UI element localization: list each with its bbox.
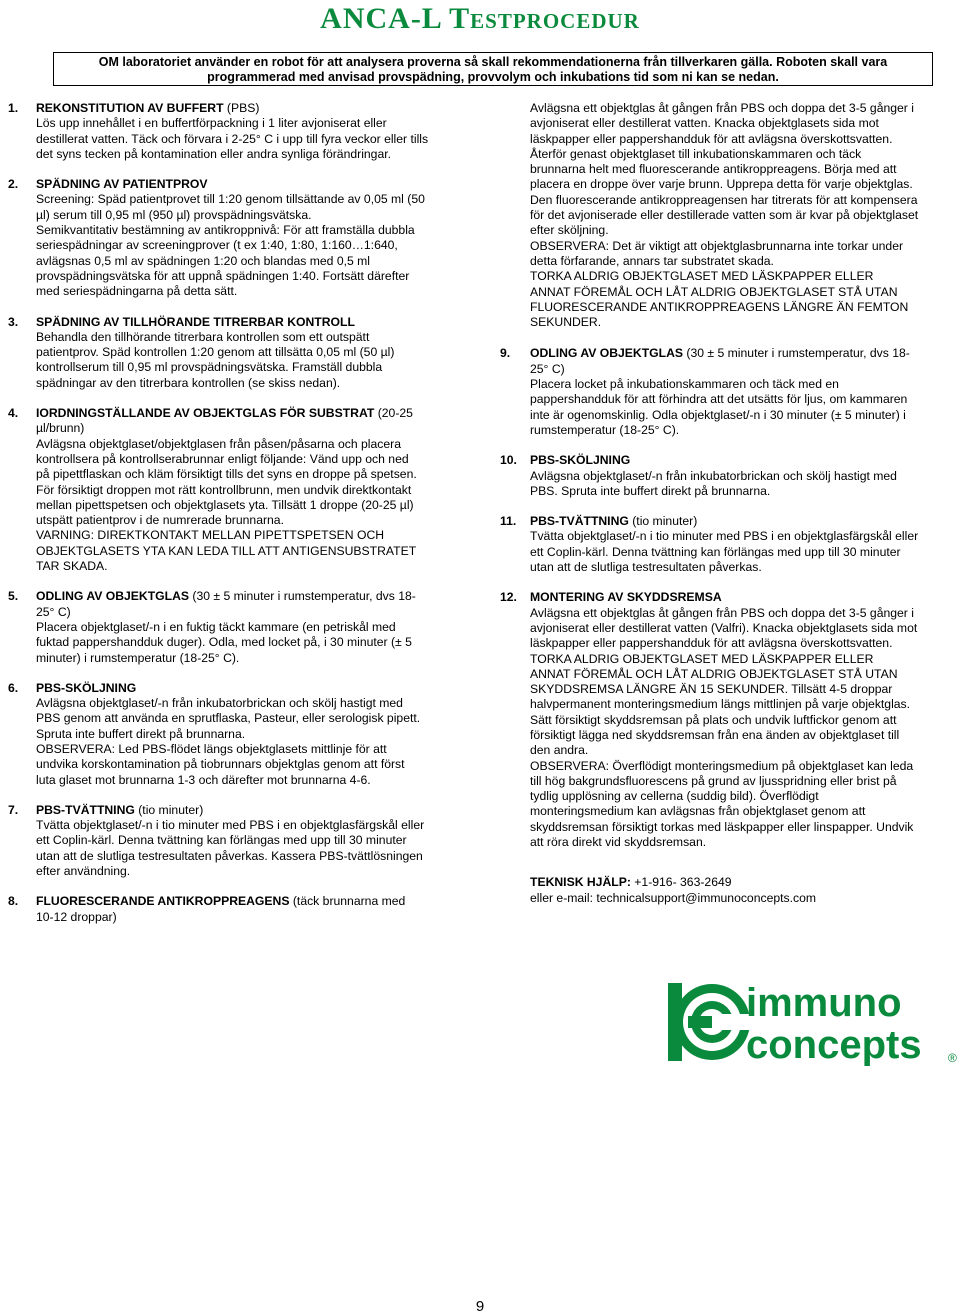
step-text-line: OBSERVERA: Överflödigt monteringsmedium på objektglaset kan leda xyxy=(530,758,914,773)
continuation-line: SEKUNDER. xyxy=(530,315,602,330)
tech-support-phone: +1-916- 363-2649 xyxy=(630,875,732,890)
step-heading-note: (täck brunnarna med xyxy=(289,894,406,909)
step-text-line: PBS genom att använda en sprutflaska, Pasteur, eller serologisk pipett. xyxy=(36,711,421,726)
step-text-line: inte är ogenomskinlig. Odla objektglaset/-n i 30 minuter (± 5 minuter) i xyxy=(530,407,906,422)
step-text-line: destillerat vatten. Täck och förvara i 2-25° C i upp till fyra veckor eller tills xyxy=(36,131,429,146)
continuation-line: Den fluorescerande antikroppreagensen har titrerats för att kompensera xyxy=(530,192,918,207)
procedure-step xyxy=(8,681,468,788)
step-heading-note: (20-25 xyxy=(374,406,413,421)
step-text-line: till hög bakgrundsfluorescens på grund av ljusspridning eller brist på xyxy=(530,773,897,788)
step-text-line: seriespädningar av screeningprover (t ex 1:40, 1:80, 1:160…1:640, xyxy=(36,238,398,253)
step-number: 5. xyxy=(8,589,19,604)
step-text-line: avjoniserat eller destillerat vatten (Valfri). Knacka objektglasets sida mot xyxy=(530,620,918,635)
step-heading-note: (30 ± 5 minuter i rumstemperatur, dvs 18- xyxy=(683,346,910,361)
step-heading: PBS-TVÄTTNING xyxy=(530,514,629,529)
step-text-line: på pipettflaskan och kläm försiktigt tills det syns en droppe på spetsen. xyxy=(36,467,417,482)
continuation-line: ANNAT FÖREMÅL OCH LÅT ALDRIG OBJEKTGLASET STÅ UTAN xyxy=(530,284,898,299)
step-text-line: Semikvantitativ bestämning av antikroppnivå: För att framställa dubbla xyxy=(36,223,415,238)
step-heading: FLUORESCERANDE ANTIKROPPREAGENS xyxy=(36,894,290,909)
notice-line: OM laboratoriet använder en robot för att analysera proverna så skall rekommendationerna från tillverkaren gälla. Roboten skall vara xyxy=(98,55,888,69)
step-text-line: att röra direkt vid skyddsremsan. xyxy=(530,835,707,850)
step-text-line: TORKA ALDRIG OBJEKTGLASET MED LÄSKPAPPER ELLER xyxy=(530,651,874,666)
continuation-line: TORKA ALDRIG OBJEKTGLASET MED LÄSKPAPPER ELLER xyxy=(530,269,874,284)
immunoconcepts-logo-graphic xyxy=(668,978,960,1066)
step-heading: ODLING AV OBJEKTGLAS xyxy=(36,589,190,604)
step-text-line: Avlägsna objektglaset/-n från inkubatorbrickan och skölj hastigt med xyxy=(36,696,403,711)
step-text-line: Avlägsna objektglaset/-n från inkubatorbrickan och skölj hastigt med xyxy=(530,468,897,483)
continuation-line: FLUORESCERANDE ANTIKROPPREAGENS LÄNGRE ÄN FEMTON xyxy=(530,299,909,314)
step-text-line: OBJEKTGLASETS YTA KAN LEDA TILL ATT ANTIGENSUBSTRATET xyxy=(36,543,417,558)
step-text-line: skyddsremsan försiktigt torkas med läskpapper eller linspapper. Undvik xyxy=(530,819,914,834)
robot-notice-box xyxy=(53,52,933,86)
step-text-line: PBS. Spruta inte buffert direkt på brunnarna. xyxy=(530,483,771,498)
step-heading: IORDNINGSTÄLLANDE AV OBJEKTGLAS FÖR SUBSTRAT xyxy=(36,406,375,421)
procedure-step xyxy=(500,346,960,438)
step-heading: SPÄDNING AV PATIENTPROV xyxy=(36,177,208,192)
step-text-line: pappershandduk för att förhindra att det utsätts för ljus, om kammaren xyxy=(530,392,908,407)
step-number: 9. xyxy=(500,346,511,361)
step-text-line: monteringsmedium kan avlägsnas från objektglaset genom att xyxy=(530,804,866,819)
step-text-line: OBSERVERA: Led PBS-flödet längs objektglasets mittlinje för att xyxy=(36,741,387,756)
step-heading: PBS-SKÖLJNING xyxy=(530,453,631,468)
step-text-line: 25° C) xyxy=(36,604,71,619)
continuation-line: för det avjoniserade eller destillerade vatten som är kvar på objektglaset xyxy=(530,208,919,223)
step-text-line: Tvätta objektglaset/-n i tio minuter med PBS i en objektglasfärgskål eller xyxy=(36,818,425,833)
step-number: 10. xyxy=(500,453,517,468)
step-text-line: fuktad pappershandduk duger). Odla, med locket på, i 30 minuter (± 5 xyxy=(36,635,412,650)
step-text-line: TAR SKADA. xyxy=(36,559,108,574)
step-number: 11. xyxy=(500,514,517,529)
step-text-line: Screening: Späd patientprovet till 1:20 genom tillsättande av 0,05 ml (50 xyxy=(36,192,425,207)
step-number: 8. xyxy=(8,894,19,909)
step-text-line: med seriespädningarna på detta sätt. xyxy=(36,284,238,299)
procedure-step xyxy=(500,514,960,575)
procedure-step xyxy=(8,589,468,665)
step-text-line: efter användning. xyxy=(36,864,131,879)
procedure-step xyxy=(8,177,468,299)
step-text-line: spädningar av den titrerbara kontrollen (se skiss nedan). xyxy=(36,375,341,390)
procedure-step xyxy=(8,803,468,879)
step-text-line: Placera objektglaset/-n i en fuktig täckt kammare (en petriskål med xyxy=(36,619,396,634)
step-text-line: ett Coplin-kärl. Denna tvättning kan förlängas med upp till 30 minuter xyxy=(530,544,901,559)
step-number: 4. xyxy=(8,406,19,421)
step-number: 7. xyxy=(8,802,19,817)
continuation-line: läskpapper eller pappershandduk för att avlägsna överskottsvatten. xyxy=(530,131,893,146)
step-text-line: undvika korskontamination på tiobrunnars objektglas genom att först xyxy=(36,757,405,772)
left-column xyxy=(8,101,468,940)
step-text-line: 10-12 droppar) xyxy=(36,909,117,924)
step-text-line: Avlägsna ett objektglas åt gången från PBS och doppa det 3-5 gånger i xyxy=(530,605,914,620)
step-heading: MONTERING AV SKYDDSREMSA xyxy=(530,590,722,605)
step-number: 6. xyxy=(8,680,19,695)
step-text-line: Tvätta objektglaset/-n i tio minuter med PBS i en objektglasfärgskål eller xyxy=(530,529,919,544)
procedure-step xyxy=(8,315,468,391)
step-8-continuation xyxy=(500,101,960,330)
step-text-line: läskpapper eller pappershandduk för att avlägsna överskottsvatten. xyxy=(530,636,893,651)
step-text-line: För försiktigt droppen mot rätt kontrollbrunn, men undvik direktkontakt xyxy=(36,482,412,497)
tech-support-label: TEKNISK HJÄLP: xyxy=(530,875,631,890)
procedure-step xyxy=(500,453,960,499)
step-heading-note: (PBS) xyxy=(223,101,260,115)
step-text-line: patientprov. Späd kontrollen 1:20 genom att tillsätta 0,05 ml (50 µl) xyxy=(36,345,395,360)
tech-support-email: eller e-mail: technicalsupport@immunoconcepts.com xyxy=(530,890,817,905)
continuation-line: placera en droppe över varje brunn. Upprepa detta för varje objektglas. xyxy=(530,177,913,192)
step-text-line: ANNAT FÖREMÅL OCH LÅT ALDRIG OBJEKTGLASET STÅ UTAN xyxy=(530,666,898,681)
step-text-line: Spruta inte buffert direkt på brunnarna. xyxy=(36,726,246,741)
continuation-line: efter sköljning. xyxy=(530,223,609,238)
step-text-line: kontrollserum till 0,95 ml provspädningsvätska. Framställ dubbla xyxy=(36,360,383,375)
procedure-step xyxy=(8,101,468,162)
step-text-line: den andra. xyxy=(530,743,589,758)
step-text-line: µl/brunn) xyxy=(36,421,85,436)
step-text-line: minuter) i rumstemperatur (18-25° C). xyxy=(36,650,240,665)
step-text-line: utan att de slutliga testresultaten påverkas. Kassera PBS-tvättlösningen xyxy=(36,848,423,863)
logo-word-immuno: immuno xyxy=(746,981,902,1025)
step-text-line: utan att de slutliga testresultaten påverkas. xyxy=(530,560,762,575)
step-text-line: Placera locket på inkubationskammaren och täck med en xyxy=(530,377,839,392)
continuation-line: Återför genast objektglaset till inkubationskammaren och täck xyxy=(530,146,862,161)
step-text-line: µl) serum till 0,95 ml (950 µl) provspädningsvätska. xyxy=(36,207,312,222)
step-number: 1. xyxy=(8,101,19,115)
step-text-line: halvpermanent monteringsmedium längs mittlinjen på varje objektglas. xyxy=(530,697,911,712)
step-text-line: Avlägsna objektglaset/objektglasen från påsen/påsarna och placera xyxy=(36,436,401,451)
continuation-line: Avlägsna ett objektglas åt gången från PBS och doppa det 3-5 gånger i xyxy=(530,101,914,115)
step-heading: SPÄDNING AV TILLHÖRANDE TITRERBAR KONTROLL xyxy=(36,314,355,329)
tech-support xyxy=(500,875,960,906)
step-text-line: ett Coplin-kärl. Denna tvättning kan förlängas med upp till 30 minuter xyxy=(36,833,407,848)
logo-registered-mark: ® xyxy=(948,1051,957,1065)
step-text-line: VARNING: DIREKTKONTAKT MELLAN PIPETTSPETSEN OCH xyxy=(36,528,385,543)
step-text-line: Behandla den tillhörande titrerbara kontrollen som ett outspätt xyxy=(36,329,370,344)
step-text-line: 25° C) xyxy=(530,361,565,376)
logo-word-concepts: concepts xyxy=(746,1023,922,1066)
step-text-line: tydlig upplösning av cellerna (suddig bild). Överflödigt xyxy=(530,789,819,804)
step-text-line: SKYDDSREMSA LÄNGRE ÄN 15 SEKUNDER. Tillsätt 4-5 droppar xyxy=(530,682,893,697)
continuation-line: avjoniserat eller destillerat vatten. Knacka objektglasets sida mot xyxy=(530,116,879,131)
step-text-line: Sätt försiktigt skyddsremsan på plats och undvik luftfickor genom att xyxy=(530,712,897,727)
step-heading-note: (tio minuter) xyxy=(628,514,698,529)
continuation-line: detta förfarande, annars tar substratet skada. xyxy=(530,253,774,268)
immunoconcepts-logo xyxy=(668,978,960,1066)
step-heading: PBS-SKÖLJNING xyxy=(36,680,137,695)
step-heading: REKONSTITUTION AV BUFFERT xyxy=(36,101,224,115)
notice-line: programmerad med anvisad provspädning, provvolym och inkubations tid som ni kan se nedan. xyxy=(207,70,779,84)
step-text-line: mellan pipettspetsen och objektglasets yta. Tillsätt 1 droppe (20-25 µl) xyxy=(36,497,414,512)
step-text-line: avlägsnas 0,5 ml av spädningen 1:20 och blandas med 0,5 ml xyxy=(36,253,371,268)
page-number: 9 xyxy=(475,1298,485,1315)
step-number: 2. xyxy=(8,177,19,192)
continuation-line: brunnarna helt med fluorescerande antikroppreagens. Börja med att xyxy=(530,162,897,177)
step-text-line: rumstemperatur (18-25° C). xyxy=(530,422,680,437)
step-text-line: försiktigt lägga ned skyddsremsan från ena änden av objektglaset till xyxy=(530,727,900,742)
procedure-step xyxy=(8,406,468,574)
right-column xyxy=(500,101,960,906)
step-text-line: det syns tecken på kontamination eller andra synliga förändringar. xyxy=(36,146,392,161)
procedure-step xyxy=(500,590,960,850)
step-heading: PBS-TVÄTTNING xyxy=(36,802,135,817)
step-heading: ODLING AV OBJEKTGLAS xyxy=(530,346,684,361)
step-text-line: Lös upp innehållet i en buffertförpackning i 1 liter avjoniserat eller xyxy=(36,116,387,131)
step-text-line: utspätt patientprov i de numrerade brunnarna. xyxy=(36,513,284,528)
step-heading-note: (tio minuter) xyxy=(134,802,204,817)
step-number: 12. xyxy=(500,590,517,605)
procedure-step xyxy=(8,894,468,925)
page-title: ANCA-L Testprocedur xyxy=(320,2,640,35)
step-text-line: kontrollsera på kontrollserabrunnar enligt följande: Vänd upp och ned xyxy=(36,451,409,466)
step-number: 3. xyxy=(8,314,19,329)
step-text-line: provspädningsvätska för att uppnå spädningen 1:40. Fortsätt därefter xyxy=(36,268,410,283)
step-heading-note: (30 ± 5 minuter i rumstemperatur, dvs 18- xyxy=(189,589,416,604)
step-text-line: luta glaset mot brunnarna 1-3 och därefter mot brunnarna 4-6. xyxy=(36,772,371,787)
continuation-line: OBSERVERA: Det är viktigt att objektglasbrunnarna inte torkar under xyxy=(530,238,904,253)
